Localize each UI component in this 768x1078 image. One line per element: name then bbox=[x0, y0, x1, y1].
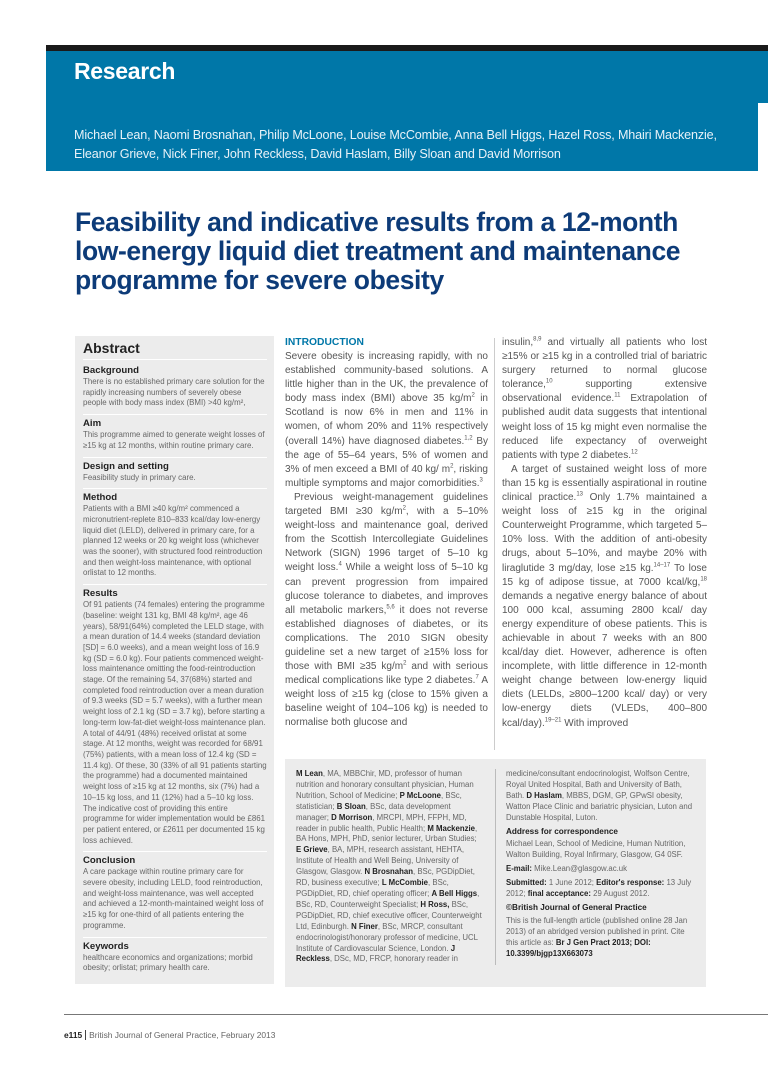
author-name: M Mackenzie bbox=[427, 823, 475, 833]
citation-superscript: 4 bbox=[338, 562, 342, 569]
dates-line: Submitted: 1 June 2012; Editor's response: 13 July 2012; final acceptance: 29 August 2012. bbox=[506, 878, 692, 899]
citation-superscript: 18 bbox=[700, 576, 707, 583]
copyright-heading: ©British Journal of General Practice bbox=[506, 902, 647, 912]
address-heading: Address for correspondence bbox=[506, 826, 618, 836]
journal-issue: British Journal of General Practice, February 2013 bbox=[89, 1030, 276, 1040]
abstract-section bbox=[83, 362, 267, 415]
affiliations-continued: medicine/consultant endocrinologist, Wolfson Centre, Royal United Hospital, Bath and University of Bath, Bath. D Haslam, MBBS, DGM, GP, GPwSI obesity, Watton Place Clinic and bariatric physician, Luton and Dunstable Hospital, Luton. bbox=[506, 769, 693, 822]
abstract-section-title: Background bbox=[83, 365, 139, 376]
body-text: Severe obesity is increasing rapidly, with no established community-based solutions. A little higher than in the UK, the prevalence of body mass index (BMI) above 35 kg/m bbox=[285, 351, 488, 405]
body-text: To lose 15 kg of adipose tissue, at 7000 kcal/kg, bbox=[502, 562, 707, 588]
author-affiliations bbox=[296, 769, 482, 968]
author-name: D Haslam bbox=[526, 790, 562, 800]
citation-superscript: 2 bbox=[450, 463, 454, 470]
author-name: B Sloan bbox=[336, 801, 366, 811]
body-text: Extrapolation of published audit data suggests that intentional weight loss of 15 kg might even normalise the reduced life expectancy of overweight patients with type 2 diabetes. bbox=[502, 393, 707, 461]
citation-superscript: 8,9 bbox=[533, 336, 542, 343]
citation-superscript: 10 bbox=[545, 378, 553, 385]
author-name: M Lean bbox=[296, 769, 323, 778]
body-text: While a weight loss of 5–10 kg can prevent progression from impaired glucose tolerance to diabetes, and improves all metabolic markers, bbox=[285, 562, 489, 616]
body-text: and with serious medical complications like type 2 diabetes. bbox=[285, 661, 489, 687]
abstract-section-text: Feasibility study in primary care. bbox=[83, 472, 196, 482]
citation-superscript: 2 bbox=[471, 392, 475, 399]
introduction-column bbox=[285, 336, 488, 731]
body-text: , with a 5–10% weight-loss and maintenance goal, derived from the Scottish Intercollegiate Guidelines Network (SIGN) 1996 target of 5–10 kg weight loss. bbox=[285, 506, 488, 574]
abstract-section-title: Results bbox=[83, 588, 118, 600]
introduction-heading: INTRODUCTION bbox=[285, 337, 364, 348]
author-name: P McLoone bbox=[399, 790, 442, 800]
body-text: supporting extensive observational evidence. bbox=[502, 379, 707, 405]
abstract-section-title: Design and setting bbox=[83, 460, 169, 472]
right-column bbox=[502, 336, 707, 731]
body-text: Previous weight-management guidelines targeted BMI ≥30 kg/m bbox=[285, 491, 488, 518]
body-text: and virtually all patients who lost ≥15% or ≥15 kg in a controlled trial of bariatric surgery returned to normal glucose tolerance, bbox=[502, 337, 707, 391]
citation-superscript: 13 bbox=[576, 491, 584, 498]
abstract-box bbox=[75, 336, 274, 984]
citation-superscript: 7 bbox=[475, 674, 479, 681]
affiliations-text bbox=[296, 769, 482, 965]
abstract-section-title: Aim bbox=[83, 418, 102, 430]
body-text: it does not reverse established diagnoses of diabetes, or its complications. The 2010 SIGN obesity guideline set a new target of ≥15% loss for those with BMI ≥35 kg/m bbox=[285, 604, 488, 673]
author-name: E Grieve bbox=[296, 845, 328, 855]
author-credentials: , BSc, MRCP, consultant endocrinologist/honorary professor of medicine, UCL Institute of Cardiovascular Science, London. bbox=[296, 921, 478, 953]
email-link[interactable]: Mike.Lean@glasgow.ac.uk bbox=[532, 864, 628, 874]
author-credentials: , BA, MPH, research assistant, HEHTA, Institute of Health and Well Being, University of Glasgow, Glasgow. bbox=[296, 845, 464, 877]
abstract-section bbox=[83, 938, 267, 979]
body-text: A weight loss of ≥15 kg (close to 15% given a baseline weight of 104–106 kg) is needed to normalise both glucose and bbox=[285, 675, 489, 729]
author-info-box bbox=[285, 759, 706, 987]
abstract-section-title: Method bbox=[83, 492, 118, 504]
author-name: A Bell Higgs bbox=[431, 888, 478, 898]
author-list: Michael Lean, Naomi Brosnahan, Philip McLoone, Louise McCombie, Anna Bell Higgs, Hazel Ross, Mhairi Mackenzie, Eleanor Grieve, Nick Finer, John Reckless, David Haslam, Billy Sloan and David Morrison bbox=[74, 128, 717, 161]
abstract-section-text: Patients with a BMI ≥40 kg/m² commenced a micronutrient-replete 810–833 kcal/day low-energy liquid diet (LELD), delivered in primary care, for a planned 12 weeks or 20 kg weight loss (whichever was the sooner), with structured food reintroduction and then weight-loss maintenance, with optional orlistat to 12 months. bbox=[83, 504, 263, 578]
author-credentials: , DSc, MD, FRCP, honorary reader in bbox=[329, 954, 458, 964]
body-text: , risking multiple symptoms and major comorbidities. bbox=[285, 463, 488, 489]
citation-superscript: 3 bbox=[479, 477, 483, 484]
abstract-heading: Abstract bbox=[83, 340, 267, 360]
abstract-section bbox=[83, 415, 267, 457]
citation-superscript: 12 bbox=[630, 449, 638, 456]
address-text: Michael Lean, School of Medicine, Human Nutrition, Walton Building, Royal Infirmary, Glasgow, G4 0SF. bbox=[506, 839, 686, 860]
abstract-section-text: healthcare economics and organizations; morbid obesity; orlistat; primary health care. bbox=[83, 952, 253, 973]
abstract-section bbox=[83, 489, 267, 585]
author-credentials: , BSc, statistician; bbox=[296, 790, 462, 811]
page-footer bbox=[64, 1030, 275, 1040]
abstract-section-text: There is no established primary care solution for the rapidly increasing numbers of severely obese people with body mass index (BMI) >40 kg/m², bbox=[83, 377, 265, 408]
author-credentials: , MRCPI, MPH, FFPH, MD, reader in public health, Public Health; bbox=[296, 812, 467, 833]
abstract-section bbox=[83, 852, 267, 937]
email-line: E-mail: Mike.Lean@glasgow.ac.uk bbox=[506, 864, 628, 874]
banner-notch bbox=[758, 103, 768, 173]
abstract-section-text: This programme aimed to generate weight losses of ≥15 kg at 12 months, within routine primary care. bbox=[83, 430, 265, 450]
footer-rule bbox=[64, 1014, 768, 1015]
author-credentials: , BA Hons, MPH, PhD, senior lecturer, Urban Studies; bbox=[296, 823, 478, 844]
citation-superscript: 5,6 bbox=[386, 604, 395, 611]
author-name: D Morrison bbox=[331, 812, 373, 822]
body-text: Only 1.7% maintained a weight loss of ≥15 kg in the original Counterweight Programme, which targeted 5–10% loss. With the addition of anti-obesity drugs, about 5–10%, and maybe 20% with liraglutide 3 mg/day, lose ≥15 kg. bbox=[502, 492, 707, 574]
author-name: L McCombie bbox=[381, 878, 429, 888]
info-divider bbox=[495, 769, 496, 965]
abstract-section-title: Keywords bbox=[83, 940, 129, 952]
body-text: insulin, bbox=[502, 337, 534, 348]
body-text: With improved bbox=[561, 717, 629, 729]
column-divider bbox=[494, 338, 495, 750]
author-name: N Brosnahan bbox=[364, 867, 414, 877]
abstract-section bbox=[83, 458, 267, 490]
author-credentials: , BSc, PGDipDiet, RD, chief operating officer; bbox=[296, 878, 449, 898]
section-label: Research bbox=[74, 58, 176, 84]
citation-superscript: 14–17 bbox=[653, 562, 671, 569]
doi-citation: Br J Gen Pract 2013; DOI: 10.3399/bjgp13X663073 bbox=[506, 937, 651, 958]
page-number: e115 bbox=[64, 1030, 86, 1040]
body-text: demands a negative energy balance of about 100 000 kcal, assuming 2800 kcal/ day energy expenditure of obese patients. This is achievable in about 7 weeks with an 800 kcal/day diet. However, adherence is often incomplete, with little difference in 12-month weight change between low-energy liquid diets (LELDs, ≥800–1200 kcal/ day) or very low-energy diets (VLEDs, 400–800 kcal/day). bbox=[502, 590, 707, 729]
citation-superscript: 19–21 bbox=[544, 717, 562, 724]
right-paragraph-2 bbox=[502, 463, 707, 731]
citation-superscript: 11 bbox=[614, 393, 621, 400]
intro-paragraph-2 bbox=[285, 491, 488, 731]
right-paragraph-1 bbox=[502, 336, 707, 463]
body-text: A target of sustained weight loss of more than 15 kg is essentially aspirational in routine clinical practice. bbox=[502, 463, 707, 504]
author-name: J Reckless bbox=[296, 943, 456, 964]
author-credentials: , BSc, PGDipDiet, RD, business executive; bbox=[296, 867, 475, 888]
author-credentials: , BSc, RD, Counterweight Specialist; bbox=[296, 888, 480, 909]
author-name: H Ross, bbox=[420, 899, 450, 909]
abstract-section-title: Conclusion bbox=[83, 855, 136, 867]
abstract-section-text: Of 91 patients (74 females) entering the programme (baseline: weight 131 kg, BMI 48 kg/m², age 46 years), 58/91(64%) completed the LELD stage, with a mean duration of 14.4 weeks (standard deviation [SD] = 6.0 weeks), and a mean weight loss of 16.9 kg (SD = 6.0 kg). Four patients commenced weight-loss maintenance omitting the food-reintroduction stage. Of the remaining 54, 37(68%) started and completed food reintroduction over a mean duration of 9.3 weeks (SD = 5.7 weeks), with a further mean weight loss of 2.1 kg (SD = 3.7 kg), before starting a long-term low-fat-diet weight-loss maintenance plan. A total of 44/91 (48%) received orlistat at some stage. At 12 months, weight was recorded for 68/91 (75%) patients, with a mean loss of 12.4 kg (SD = 11.4 kg). Of these, 30 (33% of all 91 patients starting the programme) had a documented maintained weight loss of ≥15 kg at 12 months, six (7%) had a 10–15 kg loss, and 11 (12%) had a 5–10 kg loss. The indicative cost of providing this entire programme for wider implementation would be £861 per patient entered, or £2611 per documented 15 kg loss achieved. bbox=[83, 600, 267, 845]
body-text: in Scotland is now 6% in men and 11% in women, of whom 20% and 11% respectively (overall 14%) have diagnosed diabetes. bbox=[285, 393, 488, 447]
correspondence-info bbox=[506, 769, 698, 963]
author-credentials: , MA, MBBChir, MD, professor of human nutrition and honorary consultant physician, Human Nutrition, School of Medicine; bbox=[296, 769, 474, 800]
citation-text: This is the full-length article (published online 28 Jan 2013) of an abridged version published in print. Cite this article as: Br J Gen Pract 2013; DOI: 10.3399/bjgp13X663073 bbox=[506, 915, 688, 958]
body-text: By the age of 55–64 years, 5% of women and 3% of men exceed a BMI of 40 kg/ m bbox=[285, 435, 488, 475]
abstract-section-text: A care package within routine primary care for severe obesity, including LELD, food reintroduction, and weight-loss maintenance, was well accepted and achieved a 12-month-maintained weight loss of ≥15 kg for one-third of all patients entering the programme. bbox=[83, 867, 264, 930]
author-name: N Finer bbox=[351, 921, 378, 931]
citation-superscript: 1,2 bbox=[464, 435, 473, 442]
author-credentials: , BSc, data development manager; bbox=[296, 801, 451, 822]
abstract-section bbox=[83, 585, 267, 852]
citation-superscript: 2 bbox=[402, 505, 406, 512]
article-title: Feasibility and indicative results from a 12-month low-energy liquid diet treatment and maintenance programme for severe obesity bbox=[75, 207, 681, 295]
author-credentials: BSc, PGDipDiet, RD, chief executive officer, Counterweight Ltd, Edinburgh. bbox=[296, 899, 482, 931]
citation-superscript: 2 bbox=[403, 660, 407, 667]
intro-paragraph-1 bbox=[285, 350, 488, 491]
